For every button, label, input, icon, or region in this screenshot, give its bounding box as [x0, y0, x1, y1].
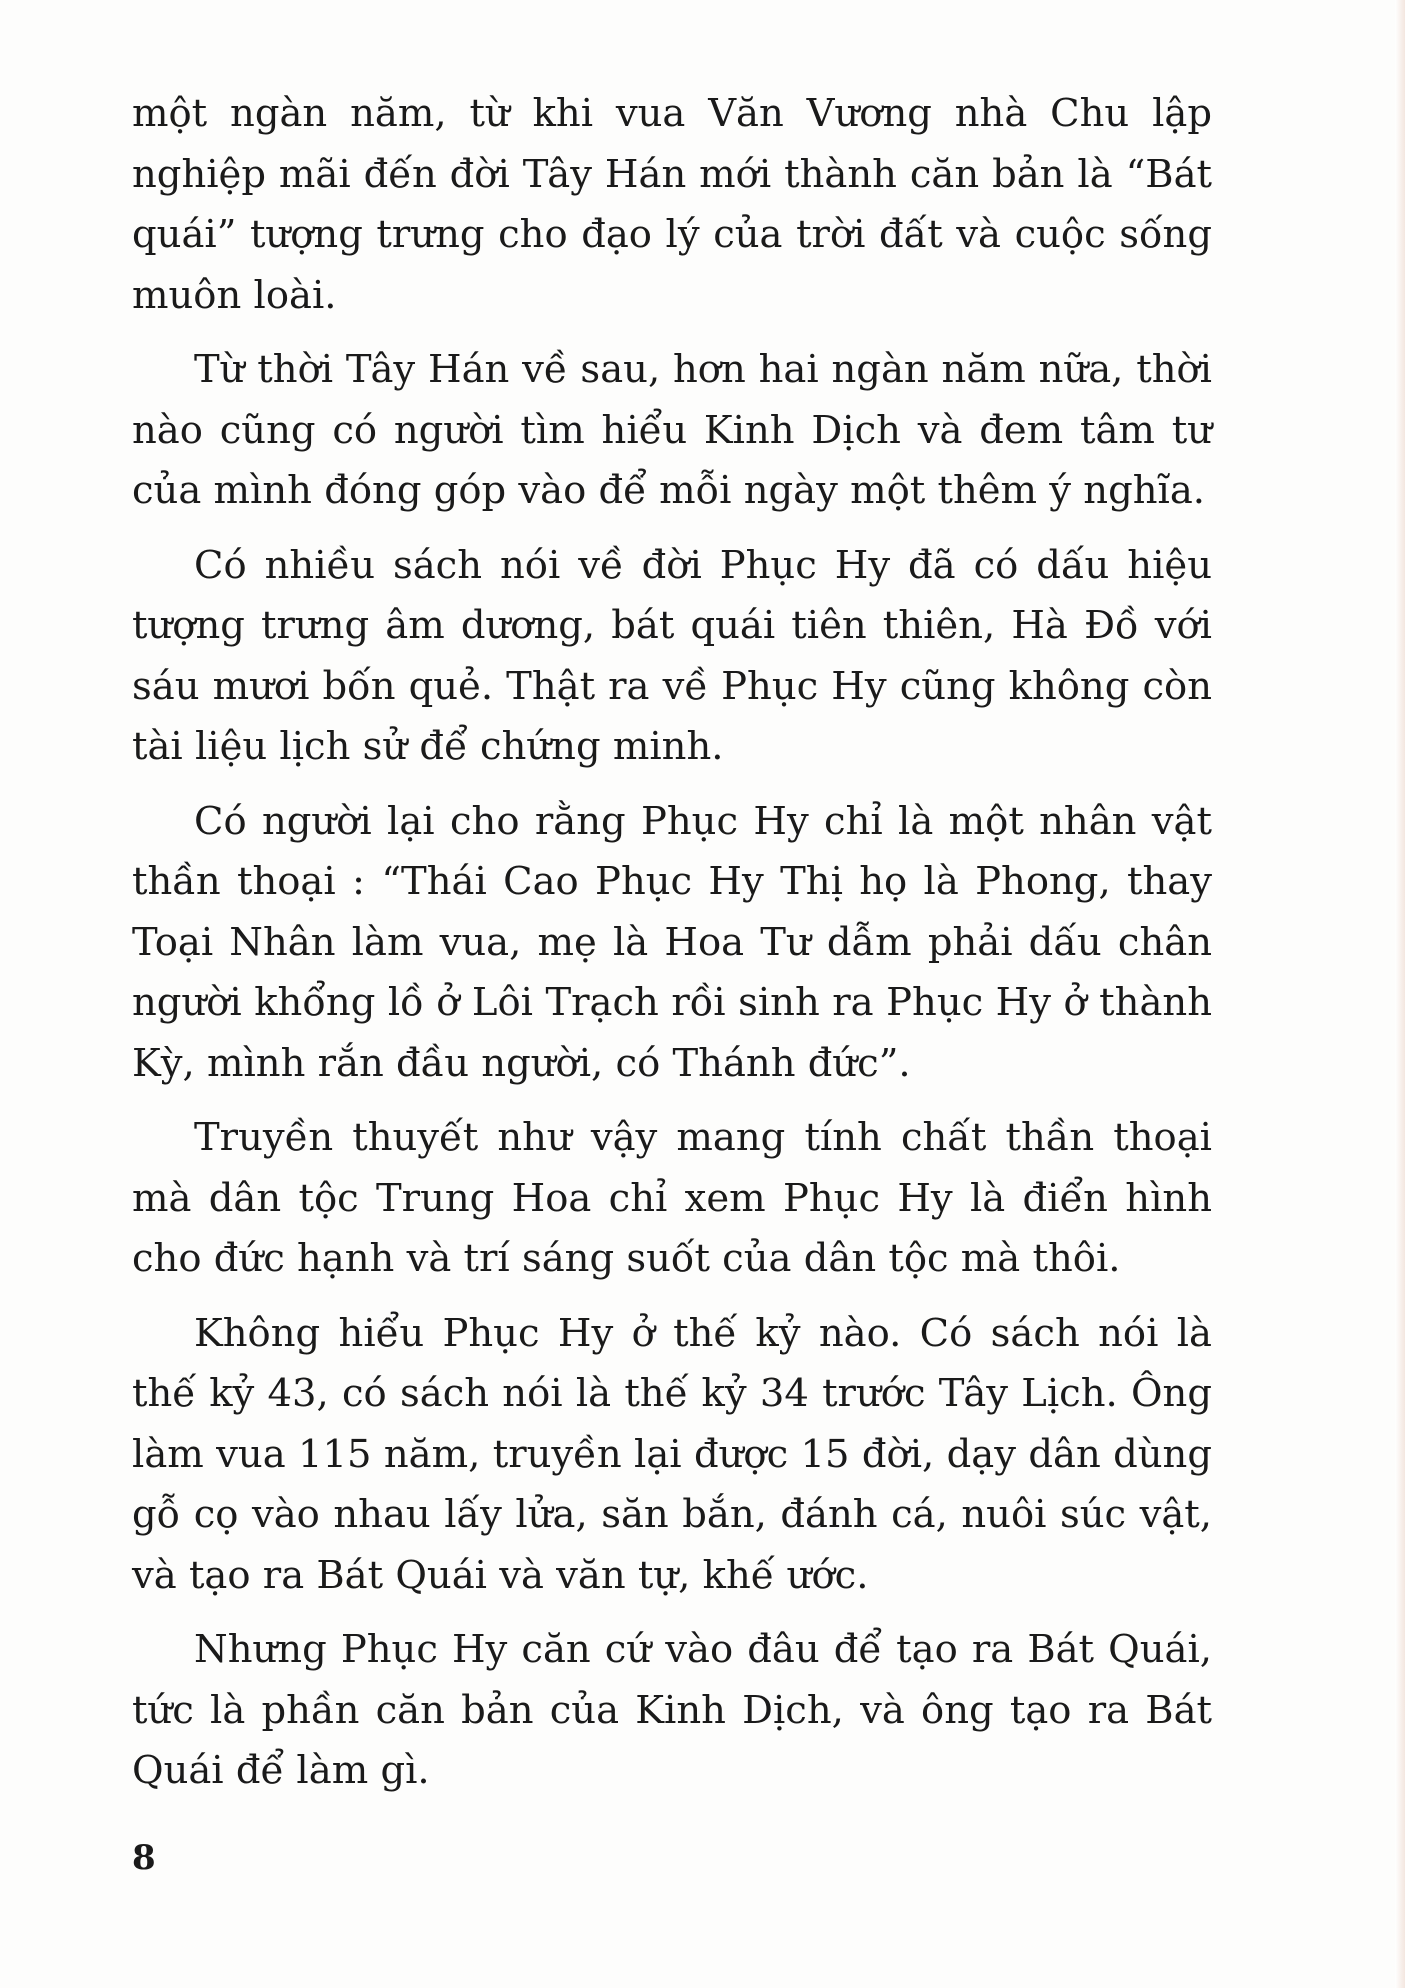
paragraph-7: Nhưng Phục Hy căn cứ vào đâu để tạo ra Bát Quái, tức là phần căn bản của Kinh Dịch, và ông tạo ra Bát Quái để làm gì.	[132, 1627, 1212, 1793]
page-number: 8	[132, 1838, 156, 1878]
paragraph-1: một ngàn năm, từ khi vua Văn Vương nhà Chu lập nghiệp mãi đến đời Tây Hán mới thành căn bản là “Bát quái” tượng trưng cho đạo lý của trời đất và cuộc sống muôn loài.	[132, 91, 1212, 318]
page-edge-shadow	[1395, 0, 1405, 1988]
paragraph-3: Có nhiều sách nói về đời Phục Hy đã có dấu hiệu tượng trưng âm dương, bát quái tiên thiên, Hà Đồ với sáu mươi bốn quẻ. Thật ra về Phục Hy cũng không còn tài liệu lịch sử để chứng minh.	[132, 542, 1212, 769]
paragraph-4: Có người lại cho rằng Phục Hy chỉ là một nhân vật thần thoại : “Thái Cao Phục Hy Thị họ là Phong, thay Toại Nhân làm vua, mẹ là Hoa Tư dẫm phải dấu chân người khổng lồ ở Lôi Trạch rồi sinh ra Phục Hy ở thành Kỳ, mình rắn đầu người, có Thánh đức”.	[132, 798, 1212, 1086]
body-text	[132, 84, 1212, 1816]
paragraph-5: Truyền thuyết như vậy mang tính chất thần thoại mà dân tộc Trung Hoa chỉ xem Phục Hy là điển hình cho đức hạnh và trí sáng suốt của dân tộc mà thôi.	[132, 1115, 1212, 1281]
paragraph-6: Không hiểu Phục Hy ở thế kỷ nào. Có sách nói là thế kỷ 43, có sách nói là thế kỷ 34 trước Tây Lịch. Ông làm vua 115 năm, truyền lại được 15 đời, dạy dân dùng gỗ cọ vào nhau lấy lửa, săn bắn, đánh cá, nuôi súc vật, và tạo ra Bát Quái và văn tự, khế ước.	[132, 1310, 1212, 1598]
paragraph-2: Từ thời Tây Hán về sau, hơn hai ngàn năm nữa, thời nào cũng có người tìm hiểu Kinh Dịch và đem tâm tư của mình đóng góp vào để mỗi ngày một thêm ý nghĩa.	[132, 347, 1212, 513]
